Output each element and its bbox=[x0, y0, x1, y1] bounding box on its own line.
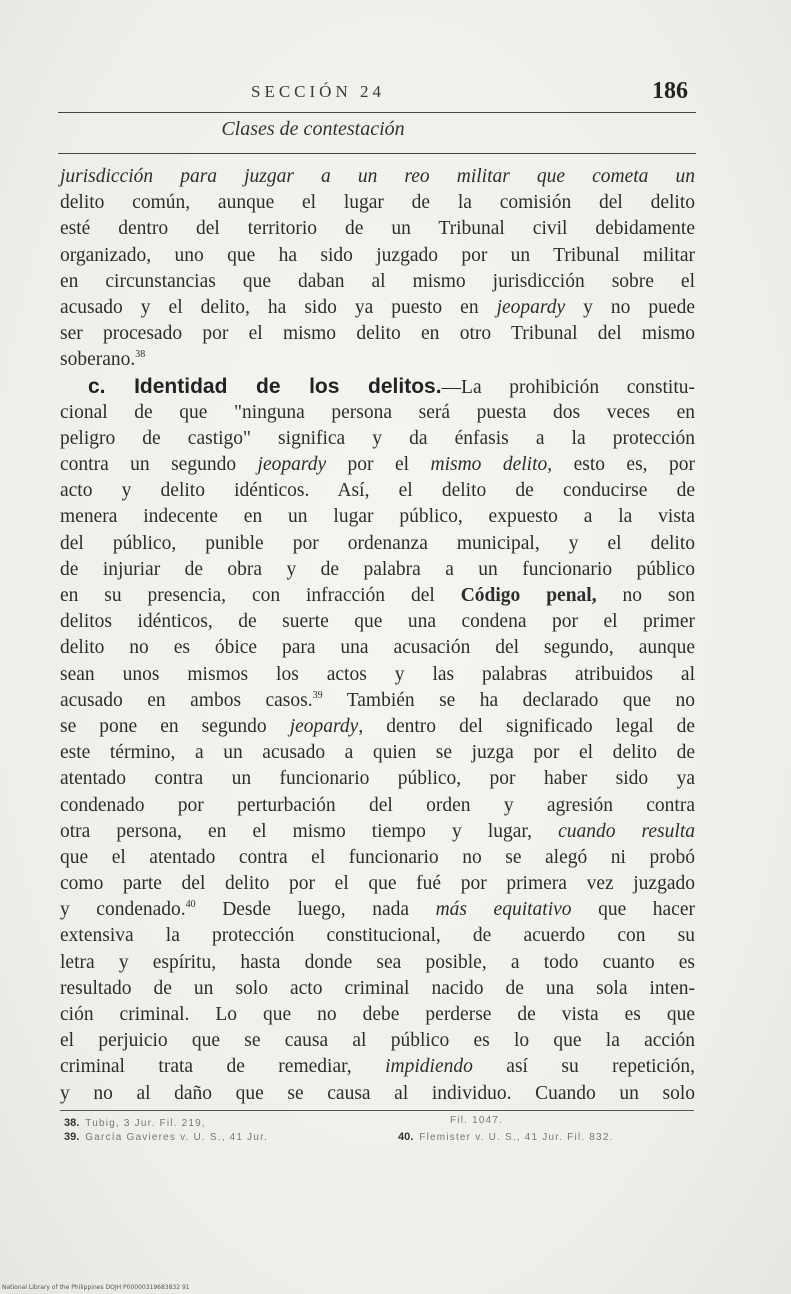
text-line: ción criminal. Lo que no debe perderse de vista es que bbox=[60, 1004, 695, 1025]
section-heading: c. Identidad de los delitos. bbox=[88, 374, 442, 398]
text-line: jurisdicción para juzgar a un reo militar que cometa un bbox=[60, 166, 695, 187]
text-line: otra persona, en el mismo tiempo y lugar, cuando resulta bbox=[60, 820, 695, 842]
text-line: acusado y el delito, ha sido ya puesto en jeopardy y no puede bbox=[60, 296, 695, 318]
footnotes bbox=[64, 1113, 696, 1153]
library-imprint: National Library of the Philippines DOJH P00000319683832 91 bbox=[2, 1284, 190, 1291]
footnote-ref: 38 bbox=[135, 349, 146, 361]
subtitle-rule bbox=[58, 153, 696, 154]
text-line: sean unos mismos los actos y las palabras atribuidos al bbox=[60, 663, 695, 685]
text-line: como parte del delito por el que fué por primera vez juzgado bbox=[60, 873, 695, 895]
text-line: delito no es óbice para una acusación del segundo, aunque bbox=[60, 637, 695, 659]
text-line: delitos idénticos, de suerte que una condena por el primer bbox=[60, 611, 695, 633]
text-line: en circunstancias que daban al mismo jurisdicción sobre el bbox=[60, 270, 695, 292]
text-line: organizado, uno que ha sido juzgado por un Tribunal militar bbox=[60, 244, 695, 266]
section-heading-line: c. Identidad de los delitos.—La prohibición constitu- bbox=[88, 374, 695, 398]
text-line: se pone en segundo jeopardy, dentro del significado legal de bbox=[60, 715, 695, 737]
text-line: en su presencia, con infracción del Código penal, no son bbox=[60, 585, 695, 606]
text-line: acto y delito idénticos. Así, el delito de conducirse de bbox=[60, 480, 695, 502]
footnote-38: 38. Tubig, 3 Jur. Fil. 219, bbox=[64, 1117, 206, 1129]
footnote-ref: 40 bbox=[185, 899, 196, 911]
body-text bbox=[60, 164, 695, 1107]
text-line: que el atentado contra el funcionario no se alegó ni probó bbox=[60, 846, 695, 868]
text-line: ser procesado por el mismo delito en otro Tribunal del mismo bbox=[60, 323, 695, 345]
footnote-rule bbox=[60, 1110, 694, 1111]
text-line: resultado de un solo acto criminal nacido de una sola inten- bbox=[60, 977, 695, 999]
footnote-39-cont: Fil. 1047. bbox=[450, 1115, 504, 1126]
text-line: contra un segundo jeopardy por el mismo delito, esto es, por bbox=[60, 454, 695, 476]
text-line: condenado por perturbación del orden y agresión contra bbox=[60, 794, 695, 816]
page-subtitle: Clases de contestación bbox=[221, 118, 405, 140]
section-label: SECCIÓN 24 bbox=[251, 82, 385, 101]
text-line: extensiva la protección constitucional, de acuerdo con su bbox=[60, 925, 695, 947]
text-line: acusado en ambos casos.$^{39}$ También se ha declarado que no bbox=[60, 689, 695, 711]
footnote-40: 40. Flemister v. U. S., 41 Jur. Fil. 832. bbox=[398, 1131, 614, 1143]
text-line: este término, a un acusado a quien se juzga por el delito de bbox=[60, 742, 695, 764]
text-line: cional de que "ninguna persona será puesta dos veces en bbox=[60, 401, 695, 423]
text-line: letra y espíritu, hasta donde sea posible, a todo cuanto es bbox=[60, 951, 695, 973]
text-line: de injuriar de obra y de palabra a un funcionario público bbox=[60, 558, 695, 580]
running-head bbox=[58, 78, 698, 108]
text-line: esté dentro del territorio de un Tribunal civil debidamente bbox=[60, 218, 695, 240]
footnote-39: 39. García Gavieres v. U. S., 41 Jur. bbox=[64, 1131, 269, 1143]
text-line: menera indecente en un lugar público, expuesto a la vista bbox=[60, 506, 695, 528]
text-line: atentado contra un funcionario público, por haber sido ya bbox=[60, 768, 695, 790]
text-line: y no al daño que se causa al individuo. Cuando un solo bbox=[60, 1082, 695, 1104]
footnote-ref: 39 bbox=[312, 689, 323, 701]
text-line: delito común, aunque el lugar de la comisión del delito bbox=[60, 192, 695, 214]
text-line: del público, punible por ordenanza municipal, y el delito bbox=[60, 532, 695, 554]
text-line: y condenado.$^{40}$ Desde luego, nada más equitativo que hacer bbox=[60, 899, 695, 921]
text-line: peligro de castigo" significa y da énfasis a la protección bbox=[60, 427, 695, 449]
text-line: soberano.$^{38}$ bbox=[60, 349, 146, 371]
header-rule bbox=[58, 112, 696, 113]
text-line: el perjuicio que se causa al público es lo que la acción bbox=[60, 1030, 695, 1052]
page-number: 186 bbox=[652, 78, 688, 104]
text-line: criminal trata de remediar, impidiendo así su repetición, bbox=[60, 1056, 695, 1078]
